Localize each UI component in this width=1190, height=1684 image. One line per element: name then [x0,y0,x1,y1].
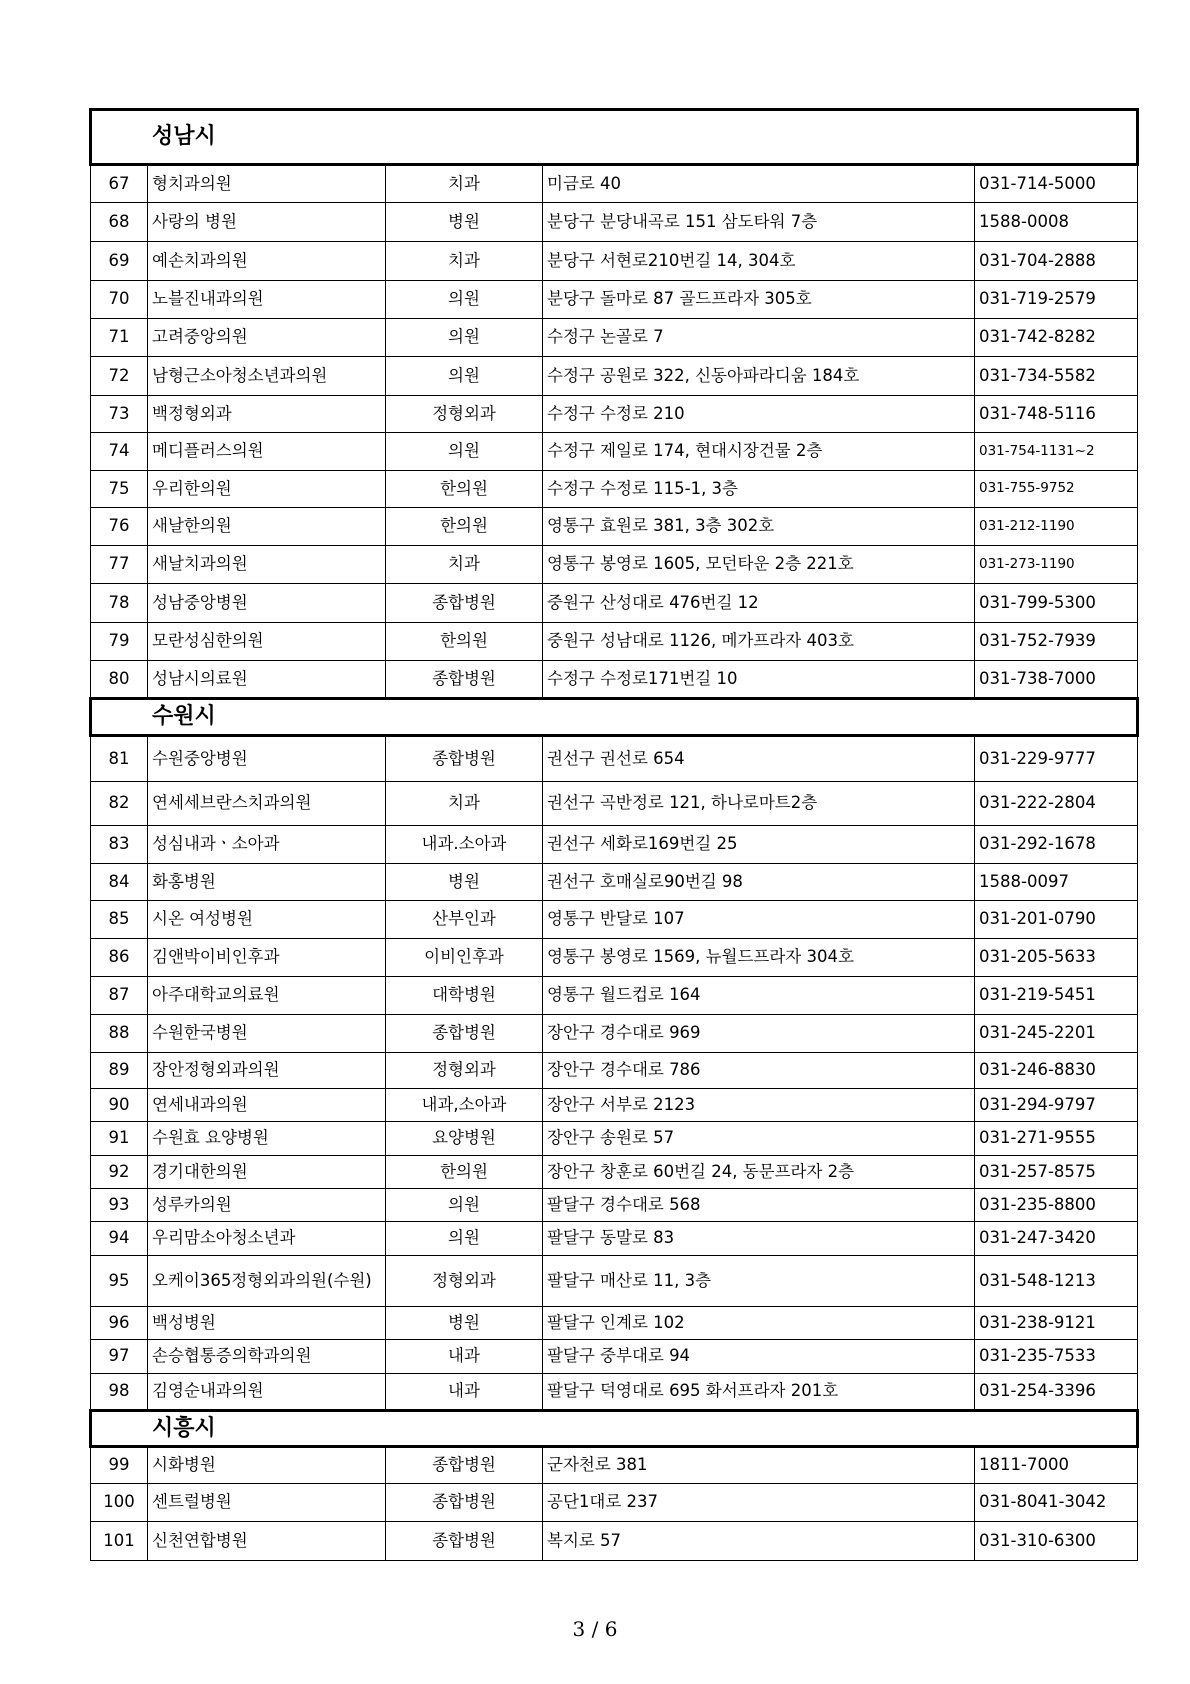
hospital-phone: 031-752-7939 [975,623,1138,661]
row-number: 74 [91,433,148,471]
row-number: 95 [91,1256,148,1307]
hospital-phone: 1588-0097 [975,864,1138,901]
hospital-address: 영통구 봉영로 1605, 모던타운 2층 221호 [543,546,975,584]
row-number: 98 [91,1374,148,1411]
hospital-name: 아주대학교의료원 [148,977,386,1015]
hospital-address: 권선구 곡반정로 121, 하나로마트2층 [543,782,975,826]
row-number: 94 [91,1222,148,1256]
region-heading: 성남시 [91,110,1138,165]
hospital-address: 장안구 창훈로 60번길 24, 동문프라자 2층 [543,1156,975,1189]
hospital-name: 오케이365정형외과의원(수원) [148,1256,386,1307]
hospital-name: 손승협통증의학과의원 [148,1340,386,1374]
hospital-name: 성남시의료원 [148,661,386,699]
hospital-type: 치과 [386,782,543,826]
hospital-phone: 031-704-2888 [975,242,1138,281]
hospital-type: 종합병원 [386,584,543,623]
hospital-type: 내과 [386,1374,543,1411]
hospital-name: 시화병원 [148,1447,386,1484]
row-number: 72 [91,357,148,396]
hospital-type: 정형외과 [386,1256,543,1307]
row-number: 93 [91,1189,148,1222]
row-number: 78 [91,584,148,623]
hospital-name: 새날치과의원 [148,546,386,584]
hospital-phone: 031-235-8800 [975,1189,1138,1222]
hospital-phone: 031-294-9797 [975,1089,1138,1122]
hospital-name: 연세내과의원 [148,1089,386,1122]
table-row [91,1484,1138,1522]
hospital-address: 영통구 봉영로 1569, 뉴월드프라자 304호 [543,939,975,977]
table-row [91,939,1138,977]
hospital-type: 종합병원 [386,736,543,782]
table-row [91,977,1138,1015]
hospital-name: 센트럴병원 [148,1484,386,1522]
hospital-address: 분당구 분당내곡로 151 삼도타워 7층 [543,203,975,242]
hospital-type: 의원 [386,319,543,357]
table-row [91,1307,1138,1340]
row-number: 69 [91,242,148,281]
hospital-type: 요양병원 [386,1122,543,1156]
hospital-address: 중원구 성남대로 1126, 메가프라자 403호 [543,623,975,661]
hospital-phone: 031-212-1190 [975,508,1138,546]
hospital-address: 수정구 수정로 115-1, 3층 [543,471,975,508]
table-row [91,826,1138,864]
hospital-phone: 031-271-9555 [975,1122,1138,1156]
hospital-name: 성루카의원 [148,1189,386,1222]
hospital-name: 남형근소아청소년과의원 [148,357,386,396]
hospital-phone: 031-799-5300 [975,584,1138,623]
row-number: 96 [91,1307,148,1340]
table-row [91,546,1138,584]
table-row [91,396,1138,433]
hospital-phone: 031-310-6300 [975,1522,1138,1561]
row-number: 90 [91,1089,148,1122]
hospital-phone: 1811-7000 [975,1447,1138,1484]
hospital-phone: 031-247-3420 [975,1222,1138,1256]
row-number: 86 [91,939,148,977]
hospital-address: 영통구 반달로 107 [543,901,975,939]
hospital-address: 영통구 효원로 381, 3층 302호 [543,508,975,546]
hospital-phone: 031-719-2579 [975,281,1138,319]
hospital-address: 군자천로 381 [543,1447,975,1484]
hospital-name: 백성병원 [148,1307,386,1340]
row-number: 76 [91,508,148,546]
hospital-address: 장안구 송원로 57 [543,1122,975,1156]
table-row [91,1374,1138,1411]
row-number: 73 [91,396,148,433]
hospital-type: 종합병원 [386,1484,543,1522]
hospital-address: 수정구 공원로 322, 신동아파라디움 184호 [543,357,975,396]
row-number: 77 [91,546,148,584]
row-number: 85 [91,901,148,939]
hospital-type: 이비인후과 [386,939,543,977]
row-number: 84 [91,864,148,901]
row-number: 71 [91,319,148,357]
row-number: 68 [91,203,148,242]
hospital-phone: 031-201-0790 [975,901,1138,939]
hospital-address: 팔달구 동말로 83 [543,1222,975,1256]
hospital-address: 권선구 권선로 654 [543,736,975,782]
row-number: 88 [91,1015,148,1053]
table-row [91,165,1138,203]
region-header-row [91,699,1138,736]
table-row [91,357,1138,396]
hospital-address: 미금로 40 [543,165,975,203]
hospital-name: 사랑의 병원 [148,203,386,242]
hospital-address: 분당구 서현로210번길 14, 304호 [543,242,975,281]
hospital-name: 우리한의원 [148,471,386,508]
hospital-address: 중원구 산성대로 476번길 12 [543,584,975,623]
region-header-row [91,1411,1138,1447]
hospital-type: 병원 [386,1307,543,1340]
row-number: 83 [91,826,148,864]
hospital-type: 의원 [386,1222,543,1256]
hospital-address: 장안구 경수대로 786 [543,1053,975,1089]
hospital-type: 종합병원 [386,661,543,699]
hospital-type: 의원 [386,433,543,471]
hospital-address: 수정구 논골로 7 [543,319,975,357]
hospital-name: 노블진내과의원 [148,281,386,319]
hospital-address: 팔달구 매산로 11, 3층 [543,1256,975,1307]
hospital-address: 수정구 수정로 210 [543,396,975,433]
hospital-phone: 031-257-8575 [975,1156,1138,1189]
table-row [91,433,1138,471]
hospital-type: 대학병원 [386,977,543,1015]
hospital-phone: 031-754-1131~2 [975,433,1138,471]
row-number: 70 [91,281,148,319]
table-row [91,203,1138,242]
hospital-name: 형치과의원 [148,165,386,203]
hospital-name: 연세세브란스치과의원 [148,782,386,826]
hospital-phone: 031-238-9121 [975,1307,1138,1340]
table-row [91,1122,1138,1156]
table-row [91,471,1138,508]
table-body [91,110,1138,1561]
hospital-address: 수정구 제일로 174, 현대시장건물 2층 [543,433,975,471]
hospital-address: 복지로 57 [543,1522,975,1561]
hospital-type: 치과 [386,242,543,281]
table-row [91,1053,1138,1089]
hospital-phone: 031-734-5582 [975,357,1138,396]
hospital-phone: 031-219-5451 [975,977,1138,1015]
hospital-type: 정형외과 [386,1053,543,1089]
hospital-phone: 031-292-1678 [975,826,1138,864]
hospital-phone: 031-714-5000 [975,165,1138,203]
hospital-phone: 031-8041-3042 [975,1484,1138,1522]
table-row [91,319,1138,357]
hospital-type: 병원 [386,203,543,242]
hospital-type: 내과,소아과 [386,1089,543,1122]
table-row [91,623,1138,661]
hospital-type: 치과 [386,546,543,584]
table-row [91,508,1138,546]
hospital-name: 예손치과의원 [148,242,386,281]
hospital-type: 한의원 [386,508,543,546]
hospital-name: 수원중앙병원 [148,736,386,782]
table-row [91,281,1138,319]
page-number: 3 / 6 [572,1617,618,1641]
hospital-phone: 031-245-2201 [975,1015,1138,1053]
table-row [91,864,1138,901]
table-row [91,1340,1138,1374]
table-row [91,584,1138,623]
hospital-address: 장안구 경수대로 969 [543,1015,975,1053]
hospital-type: 내과.소아과 [386,826,543,864]
table-row [91,1447,1138,1484]
hospital-phone: 031-246-8830 [975,1053,1138,1089]
hospital-name: 경기대한의원 [148,1156,386,1189]
table-row [91,1015,1138,1053]
hospital-name: 새날한의원 [148,508,386,546]
table-row [91,1256,1138,1307]
hospital-address: 팔달구 덕영대로 695 화서프라자 201호 [543,1374,975,1411]
hospital-address: 장안구 서부로 2123 [543,1089,975,1122]
hospital-phone: 031-222-2804 [975,782,1138,826]
hospital-name: 김영순내과의원 [148,1374,386,1411]
hospital-name: 백정형외과 [148,396,386,433]
hospital-type: 종합병원 [386,1447,543,1484]
hospital-name: 수원한국병원 [148,1015,386,1053]
hospital-address: 수정구 수정로171번길 10 [543,661,975,699]
table-row [91,1522,1138,1561]
region-heading: 시흥시 [91,1411,1138,1447]
hospital-type: 종합병원 [386,1015,543,1053]
row-number: 100 [91,1484,148,1522]
region-header-row [91,110,1138,165]
row-number: 97 [91,1340,148,1374]
hospital-address: 권선구 세화로169번길 25 [543,826,975,864]
hospital-name: 성심내과ㆍ소아과 [148,826,386,864]
row-number: 91 [91,1122,148,1156]
hospital-address: 팔달구 경수대로 568 [543,1189,975,1222]
hospital-address: 공단1대로 237 [543,1484,975,1522]
row-number: 92 [91,1156,148,1189]
hospital-phone: 031-742-8282 [975,319,1138,357]
hospital-type: 의원 [386,357,543,396]
row-number: 89 [91,1053,148,1089]
hospital-phone: 031-755-9752 [975,471,1138,508]
row-number: 99 [91,1447,148,1484]
hospital-type: 의원 [386,281,543,319]
hospital-name: 모란성심한의원 [148,623,386,661]
hospital-phone: 1588-0008 [975,203,1138,242]
region-heading: 수원시 [91,699,1138,736]
hospital-name: 수원효 요양병원 [148,1122,386,1156]
table-row [91,1189,1138,1222]
hospital-name: 우리맘소아청소년과 [148,1222,386,1256]
row-number: 87 [91,977,148,1015]
hospital-type: 정형외과 [386,396,543,433]
hospital-name: 메디플러스의원 [148,433,386,471]
hospital-name: 화홍병원 [148,864,386,901]
hospital-name: 김앤박이비인후과 [148,939,386,977]
row-number: 101 [91,1522,148,1561]
row-number: 81 [91,736,148,782]
hospital-name: 시온 여성병원 [148,901,386,939]
table-row [91,1222,1138,1256]
hospital-phone: 031-738-7000 [975,661,1138,699]
hospital-phone: 031-205-5633 [975,939,1138,977]
hospital-type: 한의원 [386,1156,543,1189]
row-number: 80 [91,661,148,699]
hospital-type: 산부인과 [386,901,543,939]
row-number: 67 [91,165,148,203]
hospital-phone: 031-748-5116 [975,396,1138,433]
table-row [91,782,1138,826]
table-row [91,1089,1138,1122]
row-number: 75 [91,471,148,508]
table-row [91,1156,1138,1189]
hospital-name: 신천연합병원 [148,1522,386,1561]
table-row [91,242,1138,281]
row-number: 79 [91,623,148,661]
hospital-phone: 031-229-9777 [975,736,1138,782]
hospital-address: 분당구 돌마로 87 골드프라자 305호 [543,281,975,319]
hospital-type: 치과 [386,165,543,203]
hospital-name: 성남중앙병원 [148,584,386,623]
row-number: 82 [91,782,148,826]
hospital-address: 팔달구 중부대로 94 [543,1340,975,1374]
hospital-phone: 031-254-3396 [975,1374,1138,1411]
hospital-phone: 031-548-1213 [975,1256,1138,1307]
hospital-phone: 031-273-1190 [975,546,1138,584]
hospital-type: 종합병원 [386,1522,543,1561]
table-row [91,901,1138,939]
hospital-type: 한의원 [386,623,543,661]
hospital-address: 영통구 월드컵로 164 [543,977,975,1015]
hospital-phone: 031-235-7533 [975,1340,1138,1374]
hospital-type: 내과 [386,1340,543,1374]
hospital-address: 권선구 호매실로90번길 98 [543,864,975,901]
hospital-type: 의원 [386,1189,543,1222]
table-row [91,736,1138,782]
hospital-type: 병원 [386,864,543,901]
table-row [91,661,1138,699]
hospital-address: 팔달구 인계로 102 [543,1307,975,1340]
hospital-type: 한의원 [386,471,543,508]
hospital-name: 장안정형외과의원 [148,1053,386,1089]
hospital-directory-table [89,108,1139,1561]
hospital-name: 고려중앙의원 [148,319,386,357]
